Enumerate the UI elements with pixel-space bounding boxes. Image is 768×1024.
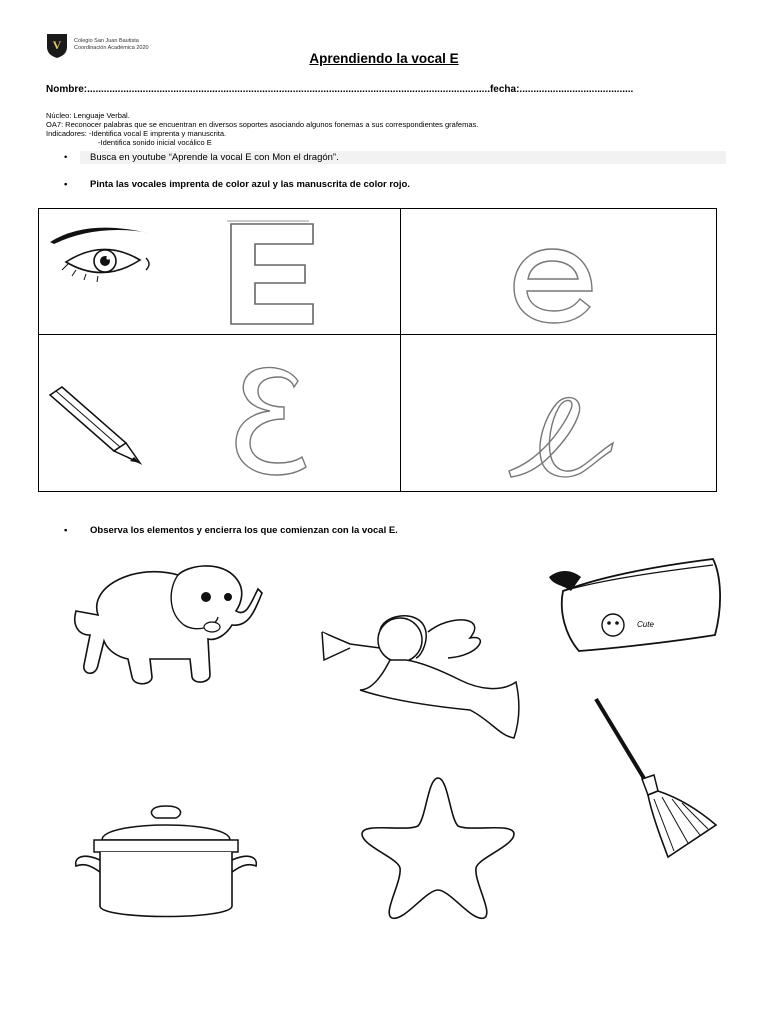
broom-icon[interactable] <box>592 695 720 860</box>
grid-divider-horizontal <box>38 334 717 335</box>
instruction-paint: • Pinta las vocales imprenta de color azul y las manuscrita de color rojo. <box>64 179 410 190</box>
page-title: Aprendiendo la vocal E <box>309 51 459 66</box>
elephant-icon[interactable] <box>68 555 263 693</box>
manuscript-lowercase-e[interactable] <box>505 395 620 480</box>
manuscript-uppercase-e[interactable] <box>228 363 313 483</box>
logo-letter: V <box>52 38 62 52</box>
indicador-2-text: -Identifica sonido inicial vocálico E <box>98 138 212 147</box>
angel-icon[interactable] <box>320 610 525 740</box>
school-info <box>74 38 149 52</box>
name-date-line[interactable]: Nombre:.................................................................................................................................................fecha:......................................... <box>46 84 634 95</box>
eye-icon <box>48 220 158 285</box>
school-name: Colegio San Juan Bautista <box>74 38 139 44</box>
oa7-text: OA7: Reconocer palabras que se encuentran en diversos soportes asociando algunos fonemas a sus correspondientes grafemas. <box>46 120 479 129</box>
department-name: Coordinación Académica 2020 <box>74 45 149 51</box>
pencil-case-icon[interactable] <box>545 555 723 655</box>
indicadores-text: Indicadores: -Identifica vocal E imprenta y manuscrita. <box>46 129 227 138</box>
instruction-circle: • Observa los elementos y encierra los que comienzan con la vocal E. <box>64 525 398 536</box>
print-uppercase-e[interactable] <box>225 220 320 328</box>
nucleo-text: Núcleo: Lenguaje Verbal. <box>46 111 130 120</box>
print-lowercase-e[interactable] <box>510 245 595 327</box>
star-icon[interactable] <box>358 772 518 922</box>
instruction-youtube: • Busca en youtube “Aprende la vocal E con Mon el dragón”. <box>64 152 339 163</box>
pencil-case-label: Cute <box>637 620 654 629</box>
grid-divider-vertical <box>400 208 401 492</box>
pencil-icon <box>44 385 144 467</box>
pot-icon[interactable] <box>72 800 260 925</box>
